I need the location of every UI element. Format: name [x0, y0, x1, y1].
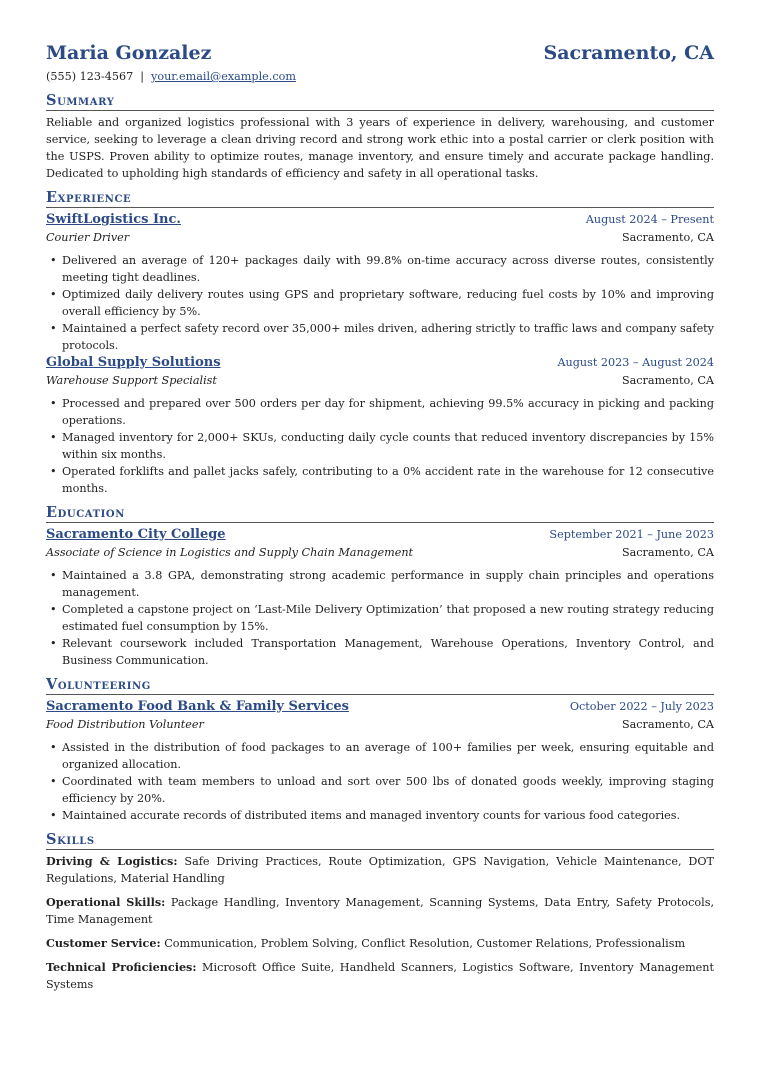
entry-location: Sacramento, CA	[621, 374, 714, 387]
bullet-item: • Processed and prepared over 500 orders per day for shipment, achieving 99.5% accuracy in picking and packing operations.	[62, 395, 714, 429]
education-entry	[46, 526, 714, 669]
skill-category: Customer Service:	[46, 936, 161, 950]
entry-dates: August 2023 – August 2024	[557, 356, 714, 369]
entry-location: Sacramento, CA	[621, 231, 714, 244]
skill-text: Safe Driving Practices, Route Optimization, GPS Navigation, Vehicle Maintenance, DOT Regulations, Material Handling	[46, 855, 714, 885]
bullet-item: • Maintained accurate records of distributed items and managed inventory counts for various food categories.	[62, 807, 714, 824]
bullet-item: • Managed inventory for 2,000+ SKUs, conducting daily cycle counts that reduced inventory discrepancies by 15% within six months.	[62, 429, 714, 463]
contact-separator: |	[140, 70, 145, 83]
candidate-name: Maria Gonzalez	[46, 42, 212, 64]
skill-row	[46, 853, 714, 887]
entry-role: Courier Driver	[46, 231, 130, 244]
skill-text: Microsoft Office Suite, Handheld Scanners, Logistics Software, Inventory Management Systems	[46, 961, 714, 991]
bullet-item: • Maintained a 3.8 GPA, demonstrating strong academic performance in supply chain principles and operations management.	[62, 567, 714, 601]
entry-dates: October 2022 – July 2023	[569, 700, 714, 713]
entry-role: Food Distribution Volunteer	[46, 718, 204, 731]
skills-list	[46, 853, 714, 993]
bullet-item: • Relevant coursework included Transportation Management, Warehouse Operations, Inventory Control, and Business Communication.	[62, 635, 714, 669]
section-title-volunteering: Volunteering	[46, 675, 714, 695]
entry-location: Sacramento, CA	[621, 546, 714, 559]
bullet-item: • Assisted in the distribution of food packages to an average of 100+ families per week, ensuring equitable and organized allocation.	[62, 739, 714, 773]
experience-entry	[46, 211, 714, 354]
skill-row	[46, 894, 714, 928]
skill-text: Package Handling, Inventory Management, Scanning Systems, Data Entry, Safety Protocols, Time Management	[46, 896, 715, 926]
email-link[interactable]: your.email@example.com	[151, 70, 296, 83]
volunteering-entry	[46, 698, 714, 824]
section-title-summary: Summary	[46, 91, 714, 111]
section-title-skills: Skills	[46, 830, 714, 850]
skill-category: Technical Proficiencies:	[46, 960, 197, 974]
bullet-item: • Optimized daily delivery routes using GPS and proprietary software, reducing fuel costs by 10% and improving overall efficiency by 5%.	[62, 286, 714, 320]
bullet-item: • Delivered an average of 120+ packages daily with 99.8% on-time accuracy across diverse routes, consistently meeting tight deadlines.	[62, 252, 714, 286]
organization-link[interactable]: Global Supply Solutions	[46, 355, 221, 370]
entry-location: Sacramento, CA	[621, 718, 714, 731]
skill-category: Operational Skills:	[46, 895, 166, 909]
bullet-list	[46, 252, 714, 354]
bullet-list	[46, 567, 714, 669]
summary-text: Reliable and organized logistics professional with 3 years of experience in delivery, warehousing, and customer service, seeking to leverage a clean driving record and strong work ethic into a postal carrier or clerk position with the USPS. Proven ability to optimize routes, manage inventory, and ensure timely and accurate package handling. Dedicated to upholding high standards of efficiency and safety in all operational tasks.	[46, 116, 714, 180]
bullet-item: • Coordinated with team members to unload and sort over 500 lbs of donated goods weekly, improving staging efficiency by 20%.	[62, 773, 714, 807]
resume-header	[46, 40, 714, 66]
contact-line	[46, 69, 714, 85]
skill-category: Driving & Logistics:	[46, 854, 178, 868]
phone-number: (555) 123-4567	[46, 70, 134, 83]
bullet-list	[46, 739, 714, 824]
section-title-education: Education	[46, 503, 714, 523]
bullet-list	[46, 395, 714, 497]
organization-link[interactable]: Sacramento City College	[46, 527, 226, 542]
candidate-location: Sacramento, CA	[543, 42, 714, 64]
organization-link[interactable]: Sacramento Food Bank & Family Services	[46, 699, 349, 714]
organization-link[interactable]: SwiftLogistics Inc.	[46, 212, 181, 227]
entry-role: Associate of Science in Logistics and Supply Chain Management	[46, 546, 414, 559]
skill-row	[46, 959, 714, 993]
bullet-item: • Maintained a perfect safety record over 35,000+ miles driven, adhering strictly to traffic laws and company safety protocols.	[62, 320, 714, 354]
bullet-item: • Completed a capstone project on ‘Last-Mile Delivery Optimization’ that proposed a new routing strategy reducing estimated fuel consumption by 15%.	[62, 601, 714, 635]
entry-dates: September 2021 – June 2023	[549, 528, 714, 541]
entry-dates: August 2024 – Present	[585, 213, 714, 226]
skill-text: Communication, Problem Solving, Conflict Resolution, Customer Relations, Professionalism	[164, 937, 686, 950]
entry-role: Warehouse Support Specialist	[46, 374, 217, 387]
experience-entry	[46, 354, 714, 497]
section-title-experience: Experience	[46, 188, 714, 208]
skill-row	[46, 935, 714, 952]
bullet-item: • Operated forklifts and pallet jacks safely, contributing to a 0% accident rate in the warehouse for 12 consecutive months.	[62, 463, 714, 497]
